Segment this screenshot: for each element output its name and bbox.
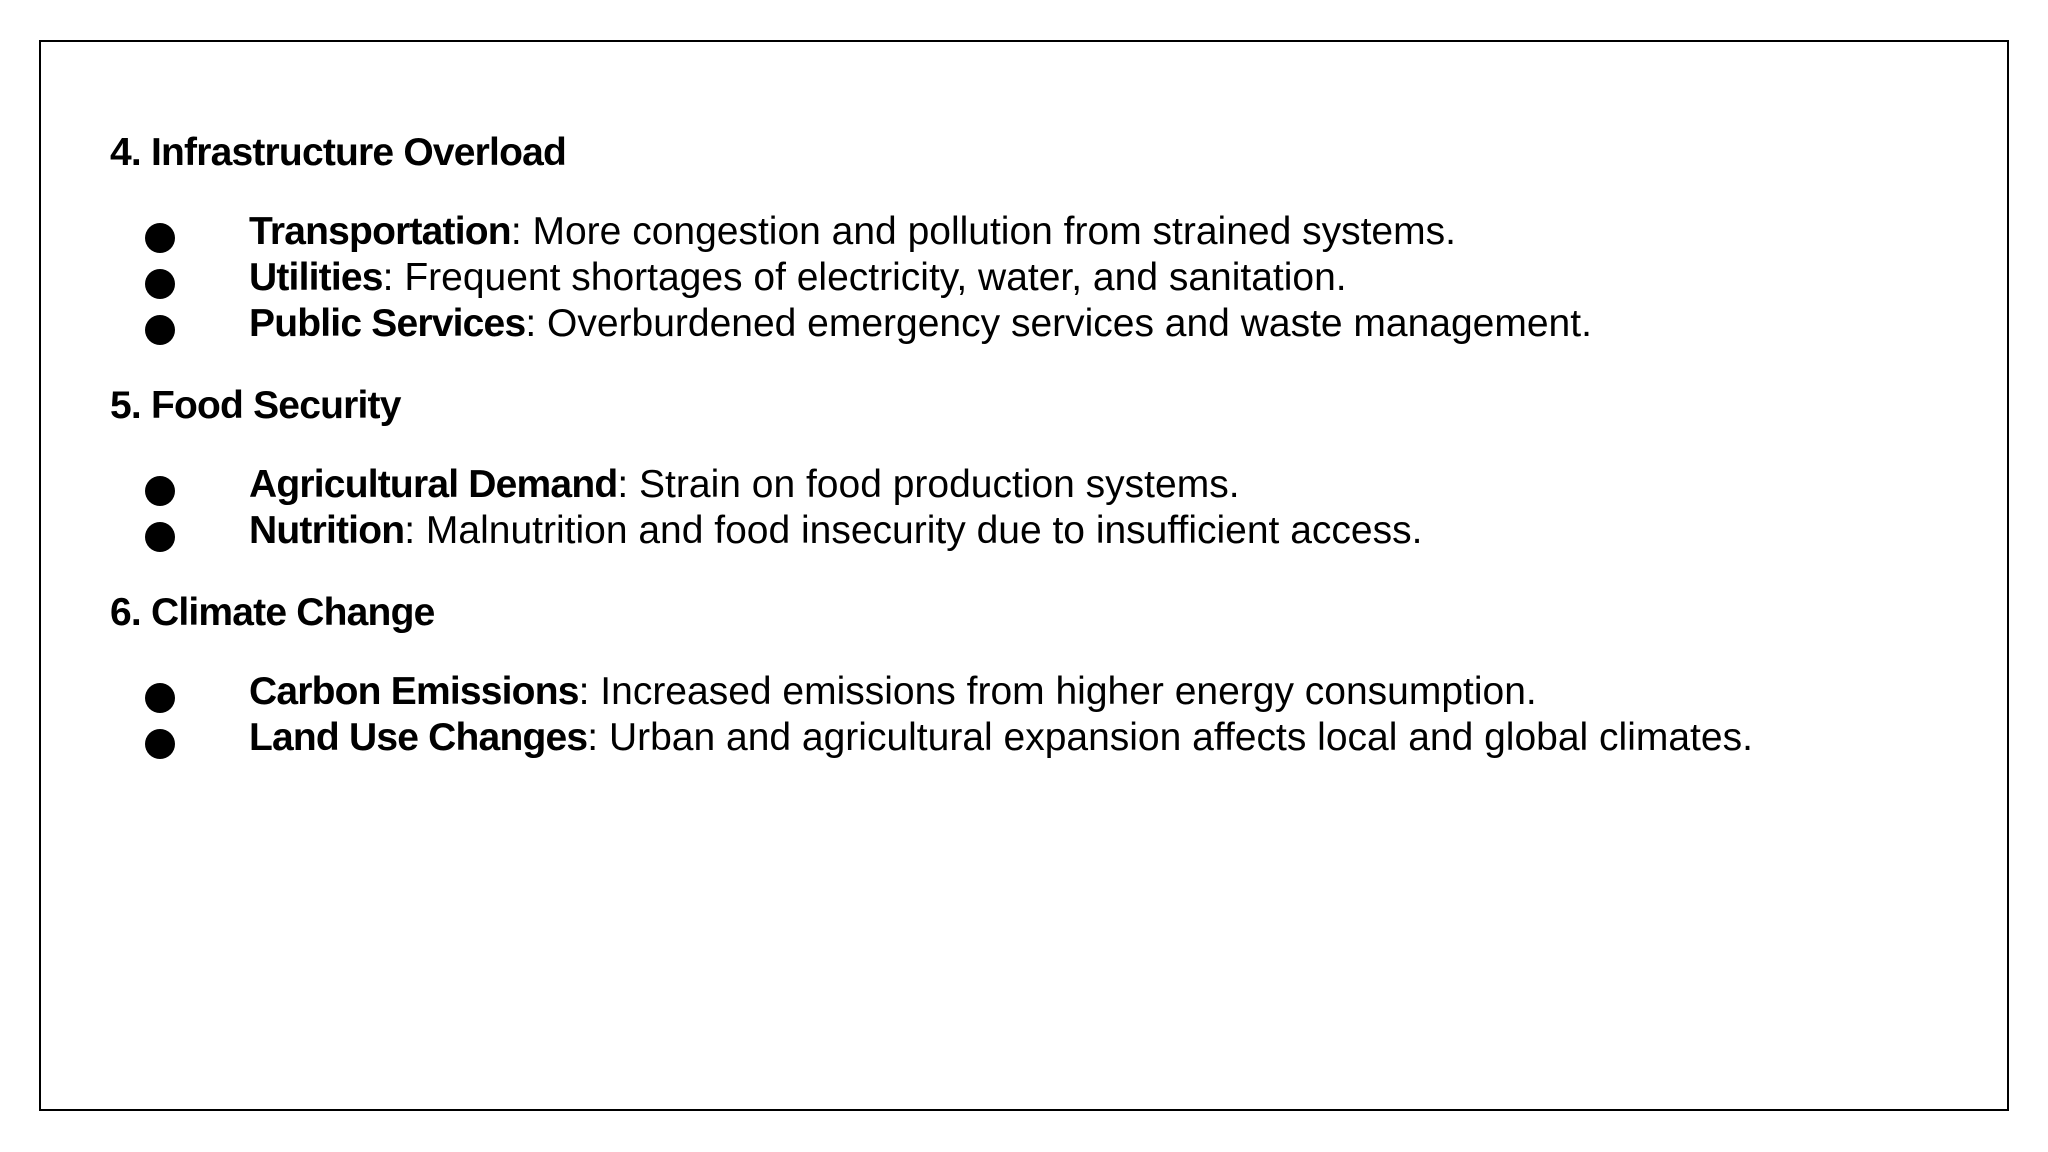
list-item [110, 462, 1960, 508]
list-item-text [249, 255, 1347, 301]
item-term: Transportation [249, 210, 511, 253]
item-description: : Malnutrition and food insecurity due to insufficient access. [404, 509, 1423, 552]
item-description: : Strain on food production systems. [617, 463, 1240, 506]
list-item-text [249, 301, 1592, 347]
item-term: Agricultural Demand [249, 463, 618, 506]
bullet-icon [145, 476, 175, 506]
bullet-list [110, 669, 1960, 761]
item-description: : Overburdened emergency services and waste management. [525, 302, 1592, 345]
section-heading: 6. Climate Change [110, 591, 435, 634]
bullet-icon [145, 269, 175, 299]
slide-frame [39, 40, 2009, 1111]
item-description: : More congestion and pollution from strained systems. [510, 210, 1456, 253]
item-term: Land Use Changes [249, 716, 588, 759]
list-item [110, 209, 1960, 255]
bullet-icon [145, 729, 175, 759]
list-item [110, 255, 1960, 301]
section-food-security [110, 383, 1960, 554]
item-term: Carbon Emissions [249, 670, 579, 713]
bullet-icon [145, 683, 175, 713]
section-heading: 5. Food Security [110, 384, 401, 427]
list-item-text [249, 669, 1537, 715]
list-item-text [249, 715, 1753, 761]
list-item-text [249, 462, 1240, 508]
list-item [110, 715, 1960, 761]
bullet-list [110, 209, 1960, 347]
section-heading: 4. Infrastructure Overload [110, 131, 567, 174]
item-description: : Urban and agricultural expansion affects local and global climates. [587, 716, 1753, 759]
bullet-list [110, 462, 1960, 554]
list-item [110, 508, 1960, 554]
list-item [110, 301, 1960, 347]
list-item-text [249, 508, 1422, 554]
list-item [110, 669, 1960, 715]
item-description: : Frequent shortages of electricity, water, and sanitation. [382, 256, 1347, 299]
item-term: Nutrition [249, 509, 405, 552]
item-term: Public Services [249, 302, 526, 345]
bullet-icon [145, 315, 175, 345]
bullet-icon [145, 522, 175, 552]
section-infrastructure-overload [110, 130, 1960, 347]
section-climate-change [110, 590, 1960, 761]
bullet-icon [145, 223, 175, 253]
list-item-text [249, 209, 1456, 255]
item-description: : Increased emissions from higher energy consumption. [578, 670, 1537, 713]
item-term: Utilities [249, 256, 383, 299]
